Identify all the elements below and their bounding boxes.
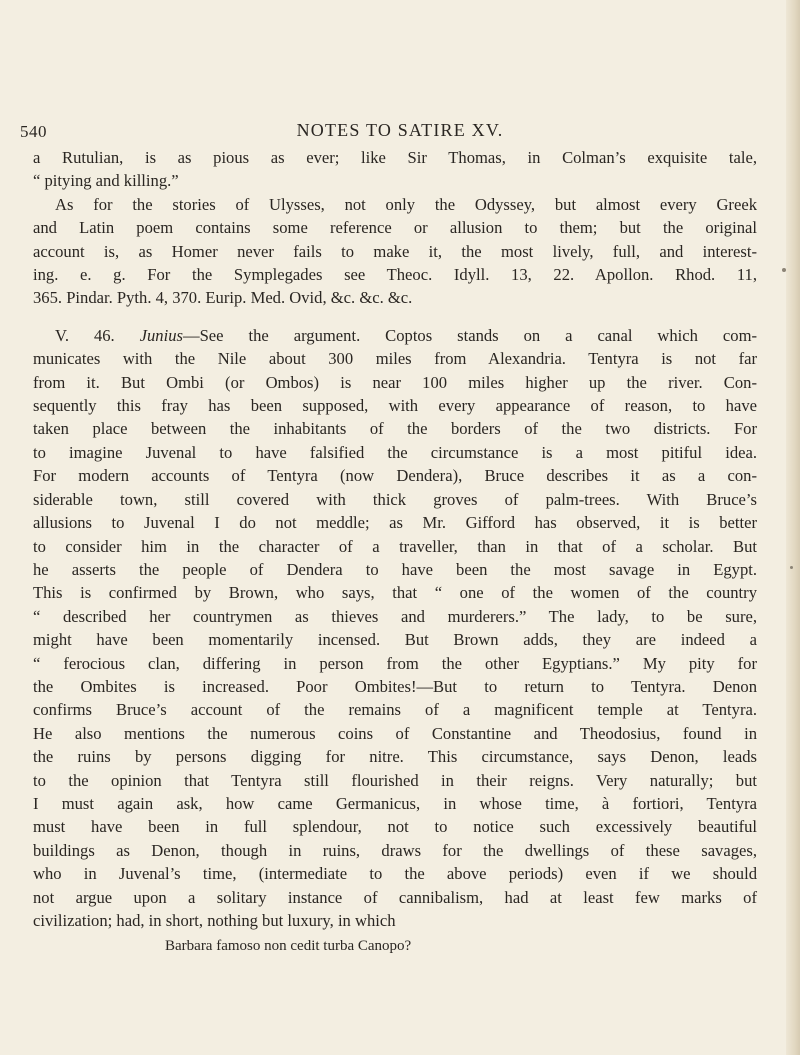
- latin-quotation: Barbara famoso non cedit turba Canopo?: [165, 938, 412, 955]
- text-segment: —See the argument. Coptos stands on a canal which com-: [182, 325, 757, 345]
- margin-mark: [790, 566, 793, 569]
- note-v46: [33, 324, 757, 933]
- running-head: NOTES TO SATIRE XV.: [296, 120, 504, 140]
- text-line: who in Juvenal’s time, (intermediate to the above periods) even if we should: [33, 864, 757, 884]
- lemma: Junius: [139, 325, 183, 345]
- text-line: from it. But Ombi (or Ombos) is near 100 miles higher up the river. Con-: [33, 372, 757, 392]
- text-line: confirms Bruce’s account of the remains of a magnificent temple at Tentyra.: [33, 700, 757, 720]
- margin-mark: [782, 268, 786, 272]
- text-line: the Ombites is increased. Poor Ombites!—But to return to Tentyra. Denon: [33, 676, 757, 696]
- text-line: must have been in full splendour, not to notice such excessively beautiful: [33, 817, 757, 837]
- page-number: 540: [20, 122, 47, 141]
- text-line: “ described her countrymen as thieves and murderers.” The lady, to be sure,: [33, 606, 757, 626]
- text-line: account is, as Homer never fails to make it, the most lively, full, and interest-: [33, 241, 757, 261]
- page-edge: [786, 0, 800, 1055]
- text-line: might have been momentarily incensed. But Brown adds, they are indeed a: [33, 630, 757, 650]
- text-line: to imagine Juvenal to have falsified the circumstance is a most pitiful idea.: [33, 442, 757, 462]
- text-line: a Rutulian, is as pious as ever; like Sir Thomas, in Colman’s exquisite tale,: [33, 148, 757, 167]
- text-line: As for the stories of Ulysses, not only the Odyssey, but almost every Greek: [55, 194, 757, 214]
- paragraph-ulysses: [33, 193, 757, 310]
- text-line: For modern accounts of Tentyra (now Dendera), Bruce describes it as a con-: [33, 466, 757, 486]
- text-line: “ pitying and killing.”: [33, 171, 179, 191]
- text-line: he asserts the people of Dendera to have been the most savage in Egypt.: [33, 559, 757, 579]
- text-line: [33, 324, 757, 347]
- text-line: to the opinion that Tentyra still flourished in their reigns. Very naturally; but: [33, 770, 757, 790]
- text-line: ing. e. g. For the Symplegades see Theoc. Idyll. 13, 22. Apollon. Rhod. 11,: [33, 265, 757, 285]
- page-header: [20, 92, 780, 141]
- text-line: not argue upon a solitary instance of cannibalism, had at least few marks of: [33, 887, 757, 907]
- text-line: 365. Pindar. Pyth. 4, 370. Eurip. Med. Ovid, &c. &c. &c.: [33, 288, 413, 308]
- text-line: This is confirmed by Brown, who says, that “ one of the women of the country: [33, 583, 757, 603]
- verse-reference: V. 46.: [55, 325, 140, 345]
- text-line: allusions to Juvenal I do not meddle; as Mr. Gifford has observed, it is better: [33, 513, 757, 533]
- text-line: “ ferocious clan, differing in person from the other Egyptians.” My pity for: [33, 653, 757, 673]
- text-line: He also mentions the numerous coins of Constantine and Theodosius, found in: [33, 723, 757, 743]
- paragraph-continuation: [33, 146, 757, 193]
- text-line: siderable town, still covered with thick groves of palm-trees. With Bruce’s: [33, 489, 757, 509]
- text-line: the ruins by persons digging for nitre. This circumstance, says Denon, leads: [33, 747, 757, 767]
- text-line: to consider him in the character of a traveller, than in that of a scholar. But: [33, 536, 757, 556]
- text-line: civilization; had, in short, nothing but luxury, in which: [33, 911, 396, 930]
- text-line: I must again ask, how came Germanicus, in whose time, à fortiori, Tentyra: [33, 793, 757, 813]
- text-line: buildings as Denon, though in ruins, draws for the dwellings of these savages,: [33, 840, 757, 860]
- text-line: municates with the Nile about 300 miles from Alexandria. Tentyra is not far: [33, 349, 757, 369]
- text-line: taken place between the inhabitants of the borders of the two districts. For: [33, 419, 757, 439]
- text-line: sequently this fray has been supposed, with every appearance of reason, to have: [33, 396, 757, 416]
- body-text: [33, 146, 757, 956]
- text-line: and Latin poem contains some reference or allusion to them; but the original: [33, 218, 757, 238]
